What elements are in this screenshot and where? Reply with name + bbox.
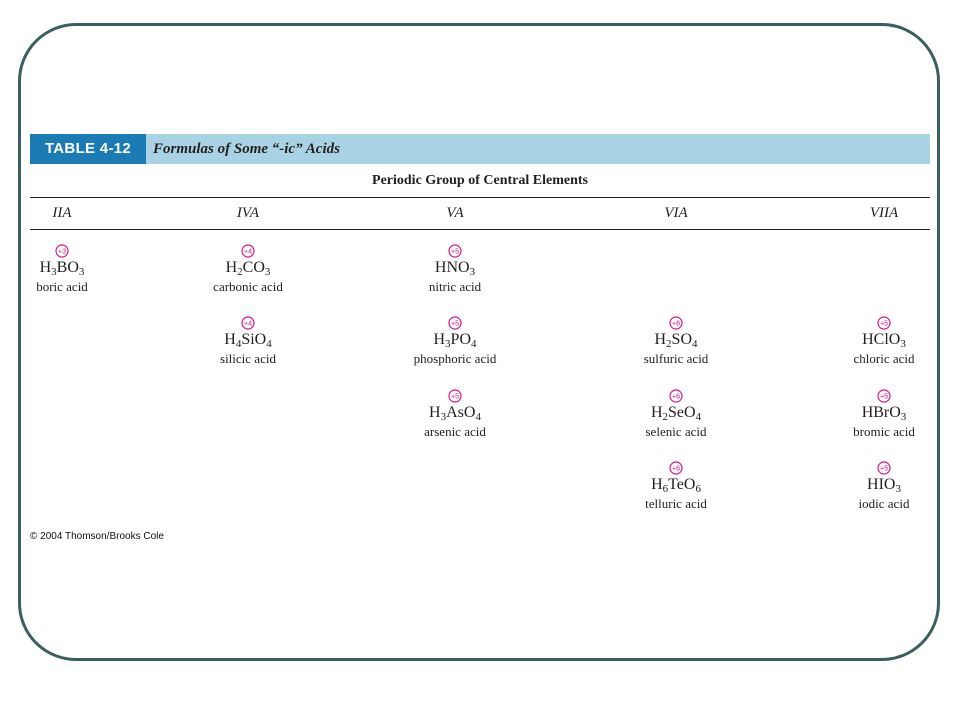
oxidation-state-badge <box>55 244 69 258</box>
group-heading: Periodic Group of Central Elements <box>372 173 588 188</box>
acid-cell <box>168 316 328 367</box>
acid-formula: $H_4SiO_4$ <box>224 331 272 350</box>
acid-formula: $H_6TeO_6$ <box>651 476 701 495</box>
svg-text:+4: +4 <box>244 248 252 256</box>
acid-formula: $HIO_3$ <box>867 476 901 495</box>
oxidation-state-badge <box>877 316 891 330</box>
acid-name: nitric acid <box>428 279 482 294</box>
oxidation-state-badge <box>241 244 255 258</box>
svg-text:+6: +6 <box>672 465 680 473</box>
acid-name: phosphoric acid <box>413 351 497 366</box>
acid-name: sulfuric acid <box>643 351 709 366</box>
svg-text:+5: +5 <box>880 393 888 401</box>
oxidation-state-badge <box>669 389 683 403</box>
copyright-notice: © 2004 Thomson/Brooks Cole <box>30 531 164 542</box>
column-header-viia: VIIA <box>869 205 899 221</box>
acid-formula: $H_2CO_3$ <box>225 259 271 278</box>
acid-name: chloric acid <box>853 351 915 366</box>
acid-cell <box>804 461 960 512</box>
table-title-bar <box>30 134 930 164</box>
acid-name: telluric acid <box>645 496 707 511</box>
acid-name: iodic acid <box>858 496 910 511</box>
acid-formula: $H_2SeO_4$ <box>650 404 702 423</box>
acid-cell <box>804 389 960 440</box>
oxidation-state-badge <box>877 389 891 403</box>
oxidation-state-badge <box>448 389 462 403</box>
column-header-via: VIA <box>664 205 688 221</box>
svg-text:+6: +6 <box>672 320 680 328</box>
acid-formula: $H_3BO_3$ <box>39 259 85 278</box>
acid-cell <box>168 244 328 295</box>
acid-formula: $HNO_3$ <box>434 259 476 278</box>
svg-text:+5: +5 <box>880 465 888 473</box>
acid-cell <box>375 244 535 295</box>
svg-text:+4: +4 <box>244 320 252 328</box>
svg-text:+5: +5 <box>451 320 459 328</box>
acid-formula: $H_3AsO_4$ <box>429 404 481 423</box>
svg-text:+5: +5 <box>451 248 459 256</box>
acid-cell <box>375 389 535 440</box>
acid-cell <box>596 389 756 440</box>
table-title: Formulas of Some “-ic” Acids <box>153 141 340 157</box>
oxidation-state-badge <box>877 461 891 475</box>
acid-name: arsenic acid <box>424 424 486 439</box>
acid-formula: $H_3PO_4$ <box>433 331 477 350</box>
header-rule-bottom <box>30 229 930 230</box>
oxidation-state-badge <box>448 316 462 330</box>
header-rule-top <box>30 197 930 198</box>
acid-cell <box>596 316 756 367</box>
acid-name: bromic acid <box>853 424 915 439</box>
acid-cell <box>596 461 756 512</box>
column-header-iia: IIA <box>52 205 72 221</box>
acid-name: boric acid <box>36 279 88 294</box>
oxidation-state-badge <box>669 316 683 330</box>
acid-formula: $H_2SO_4$ <box>654 331 698 350</box>
table-label: TABLE 4-12 <box>30 134 146 164</box>
column-header-iva: IVA <box>236 205 260 221</box>
acid-name: carbonic acid <box>213 279 283 294</box>
svg-text:+6: +6 <box>672 393 680 401</box>
acid-name: silicic acid <box>220 351 276 366</box>
oxidation-state-badge <box>448 244 462 258</box>
oxidation-state-badge <box>241 316 255 330</box>
acid-cell <box>375 316 535 367</box>
column-header-va: VA <box>446 205 464 221</box>
acid-formula: HClO$_3$ <box>862 331 906 350</box>
acid-formula: HBrO$_3$ <box>861 404 907 423</box>
acid-cell <box>0 244 142 295</box>
svg-text:+5: +5 <box>451 393 459 401</box>
svg-text:+5: +5 <box>880 320 888 328</box>
acid-cell <box>804 316 960 367</box>
oxidation-state-badge <box>669 461 683 475</box>
svg-text:+3: +3 <box>58 248 66 256</box>
acid-name: selenic acid <box>645 424 707 439</box>
